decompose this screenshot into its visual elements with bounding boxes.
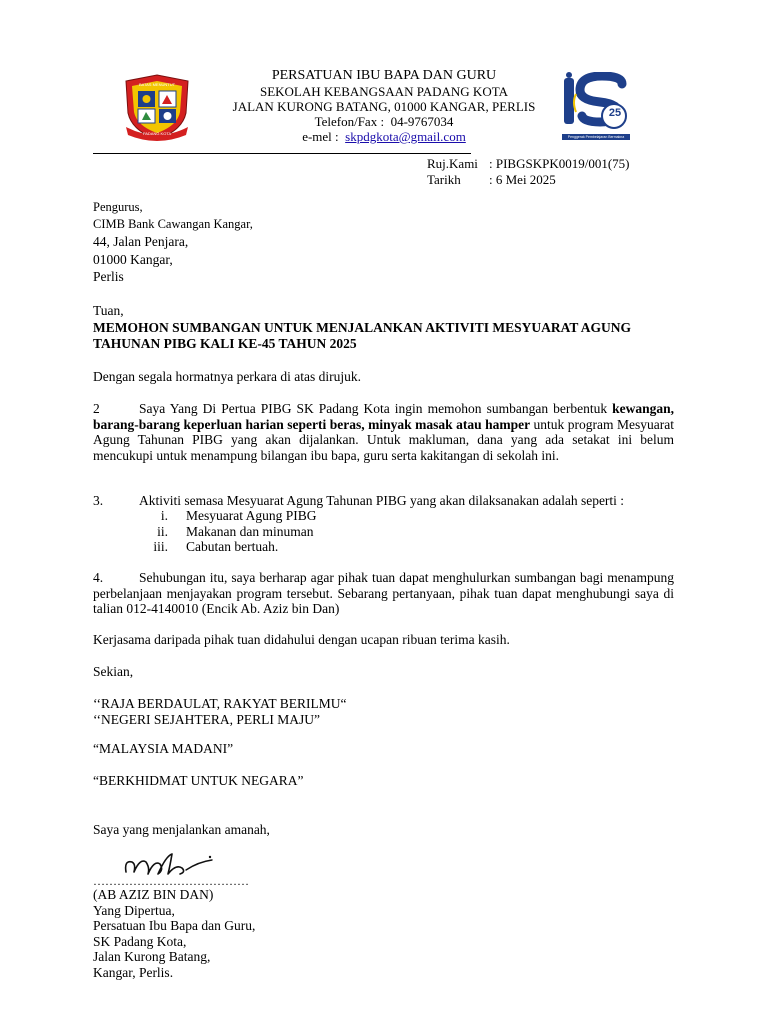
school-email-line: [200, 129, 568, 144]
ref-value: : PIBGSKPK0019/001(75): [489, 156, 630, 171]
email-label: e-mel :: [302, 129, 342, 144]
recipient-line: 44, Jalan Penjara,: [93, 234, 189, 249]
letterhead: [200, 68, 568, 144]
list-item-label: Makanan dan minuman: [186, 523, 314, 539]
ref-label: Ruj.Kami: [427, 156, 478, 171]
para4-num: 4.: [93, 570, 104, 585]
list-item-num: iii.: [153, 539, 168, 554]
school-name: SEKOLAH KEBANGSAAN PADANG KOTA: [259, 84, 508, 99]
logo-caption: Penggerak Pembelajaran Bermakna: [562, 134, 630, 140]
list-item-num: ii.: [157, 523, 168, 539]
recipient-line: CIMB Bank Cawangan Kangar,: [93, 217, 253, 231]
paragraph-2: [93, 401, 674, 463]
list-item: [140, 524, 440, 540]
slogan-1: ‘‘RAJA BERDAULAT, RAKYAT BERILMU“: [93, 696, 347, 711]
signatory-block: [93, 887, 393, 980]
signature-intro: Saya yang menjalankan amanah,: [93, 822, 270, 837]
para4-text: Sehubungan itu, saya berharap agar pihak tuan dapat menghulurkan sumbangan bagi menampung perbelanjaan menjayakan program tersebut. Sebarang pertanyaan, pihak tuan dapat menghubungi saya di talian 012-4140010 (Encik Ab. Aziz bin Dan): [93, 570, 674, 616]
crest-motto-text: BATAS MENUNTUT: [138, 82, 176, 87]
para3-num: 3.: [93, 493, 104, 508]
signatory-line: SK Padang Kota,: [93, 933, 187, 949]
closing: Sekian,: [93, 664, 134, 679]
signatory-line: Jalan Kurong Batang,: [93, 949, 211, 964]
list-item-label: Cabutan bertuah.: [186, 539, 279, 554]
list-item-num: i.: [160, 508, 168, 523]
signatory-name: (AB AZIZ BIN DAN): [93, 887, 214, 902]
paragraph-4: [93, 570, 674, 617]
reference-block: [427, 156, 667, 188]
para2-text-a: Saya Yang Di Pertua PIBG SK Padang Kota ingin memohon sumbangan berbentuk: [139, 401, 613, 416]
recipient-line: Pengurus,: [93, 200, 143, 214]
slogan-3: “MALAYSIA MADANI”: [93, 741, 234, 756]
email-link[interactable]: skpdgkota@gmail.com: [345, 129, 466, 144]
para2-text-bold: kewangan, barang-barang keperluan harian seperti beras, minyak masak atau hamper: [93, 401, 674, 432]
list-item: [140, 508, 440, 524]
school-address: JALAN KURONG BATANG, 01000 KANGAR, PERLIS: [232, 99, 536, 114]
subject-title: [93, 320, 693, 351]
ref-row: [427, 156, 667, 172]
date-row: [427, 172, 667, 188]
slogan-block: [93, 696, 493, 727]
paragraph-3: [93, 493, 674, 509]
pibg-25-logo: [562, 72, 630, 144]
school-phone: Telefon/Fax : 04-9767034: [314, 114, 454, 129]
para2-num: 2: [93, 401, 100, 416]
paragraph-1: Dengan segala hormatnya perkara di atas dirujuk.: [93, 369, 362, 384]
crest-ribbon-text: PADANG KOTA: [142, 131, 172, 136]
subject-line-2: TAHUNAN PIBG KALI KE-45 TAHUN 2025: [93, 335, 357, 351]
slogan-4: “BERKHIDMAT UNTUK NEGARA”: [93, 773, 304, 788]
date-label: Tarikh: [427, 172, 461, 187]
signatory-line: Kangar, Perlis.: [93, 964, 174, 980]
slogan-2: ‘‘NEGERI SEJAHTERA, PERLI MAJU”: [93, 711, 320, 727]
recipient-block: [93, 199, 393, 286]
para3-text: Aktiviti semasa Mesyuarat Agung Tahunan PIBG yang akan dilaksanakan adalah seperti :: [139, 493, 625, 508]
subject-line-1: MEMOHON SUMBANGAN UNTUK MENJALANKAN AKTIVITI MESYUARAT AGUNG: [93, 320, 632, 335]
salutation: Tuan,: [93, 303, 124, 318]
activity-list: [140, 508, 440, 555]
para2-text-b: untuk program Mesyuarat Agung Tahunan PIBG yang akan dijalankan. Untuk makluman, dana yang ada setakat ini belum mencukupi untuk menampung bilangan ibu bapa, guru serta kakitangan di sekolah ini.: [93, 416, 674, 463]
org-name: PERSATUAN IBU BAPA DAN GURU: [271, 68, 497, 83]
signatory-line: Persatuan Ibu Bapa dan Guru,: [93, 918, 256, 933]
header-divider: [93, 153, 471, 154]
paragraph-5: Kerjasama daripada pihak tuan didahului dengan ucapan ribuan terima kasih.: [93, 632, 510, 647]
recipient-line: Perlis: [93, 269, 124, 284]
recipient-line: 01000 Kangar,: [93, 251, 173, 267]
list-item: [140, 539, 440, 555]
school-crest-logo: [122, 73, 192, 141]
date-value: : 6 Mei 2025: [489, 172, 556, 187]
signatory-line: Yang Dipertua,: [93, 902, 175, 918]
list-item-label: Mesyuarat Agung PIBG: [186, 508, 317, 523]
signature-dots: …………………………………: [93, 874, 249, 888]
logo-number-25: 25: [608, 107, 622, 119]
